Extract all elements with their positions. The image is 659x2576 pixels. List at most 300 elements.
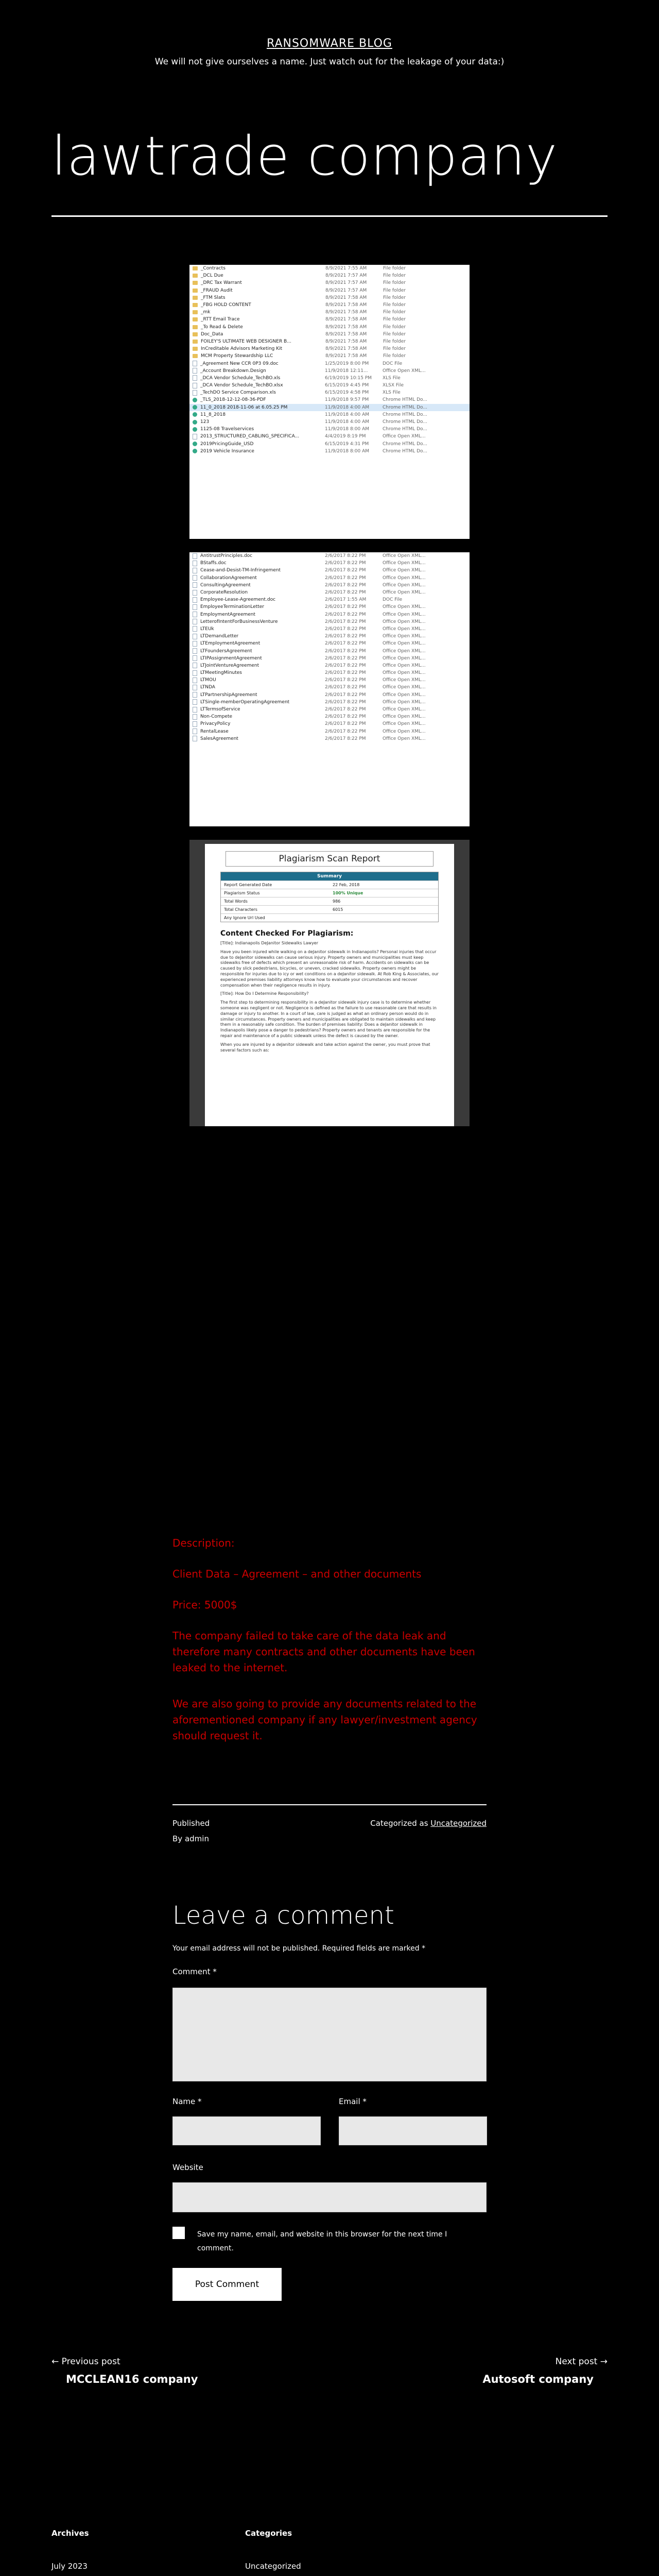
file-date: 8/9/2021 7:58 AM <box>325 353 367 359</box>
chrome-file-icon <box>193 420 197 425</box>
file-name: _TechDO Service Comparison.xls <box>200 390 276 396</box>
file-row <box>189 633 470 640</box>
file-date: 2/6/2017 8:22 PM <box>325 612 366 617</box>
author-link[interactable]: admin <box>184 1834 209 1843</box>
file-name: LTMeetingMinutes <box>200 670 242 676</box>
file-name: 2019 Vehicle Insurance <box>200 448 254 454</box>
file-row <box>189 706 470 713</box>
archives-heading: Archives <box>51 2529 89 2538</box>
file-row <box>189 375 470 382</box>
file-type: Office Open XML... <box>383 619 426 624</box>
summary-value: 22 Feb, 2018 <box>333 883 360 887</box>
file-date: 8/9/2021 7:58 AM <box>325 310 367 315</box>
file-name: LetterofIntentForBusinessVenture <box>200 619 278 624</box>
summary-label: Total Characters <box>224 907 257 912</box>
file-name: CorporateResolution <box>200 590 248 596</box>
file-date: 2/6/2017 8:22 PM <box>325 670 366 676</box>
document-icon <box>193 553 197 559</box>
folder-icon <box>193 354 198 358</box>
summary-row <box>221 913 438 922</box>
file-row <box>189 691 470 699</box>
summary-value: 6015 <box>333 907 343 912</box>
folder-icon <box>193 347 198 351</box>
file-date: 2/6/2017 8:22 PM <box>325 634 366 639</box>
report-paragraph: [Title]: How Do I Determine Responsibility? <box>220 991 309 996</box>
post-title: lawtrade company <box>51 125 558 188</box>
file-date: 2/6/2017 8:22 PM <box>325 721 366 727</box>
leak-screenshot-plagiarism-report <box>189 840 470 1126</box>
categorized-line <box>309 1819 487 1828</box>
file-row <box>189 389 470 396</box>
document-icon <box>193 677 197 683</box>
summary-row <box>221 905 438 913</box>
file-date: 2/6/2017 8:22 PM <box>325 677 366 683</box>
file-type: Office Open XML... <box>383 699 426 705</box>
file-type: File folder <box>383 338 406 344</box>
file-row <box>189 552 470 560</box>
archives-list <box>51 2557 116 2576</box>
name-input[interactable] <box>172 2116 321 2145</box>
file-list <box>189 265 470 539</box>
file-row <box>189 596 470 603</box>
report-paragraph: The first step to determining responsibility in a deJanitor sidewalk injury case is to determine whether someone was negligent or not. Negligence is defined as the failure to use reasonable care that results in damage or injury to another. In a court of law, care is judged as what an ordinary person would do in similar circumstances. Property owners and municipalities are obligated to maintain sidewalks and keep them in a reasonably safe condition. The burden of premises liability: Does a deJanitor sidewalk in Indianapolis likely pose a danger to pedestrians? Property owners and tenants are responsible for the repair and maintenance of a public sidewalk unless the defect is caused by the owner. <box>220 1000 437 1038</box>
file-row <box>189 448 470 455</box>
email-label: Email * <box>339 2097 367 2106</box>
chrome-file-icon <box>193 449 197 453</box>
name-label: Name * <box>172 2097 202 2106</box>
comment-notes: Your email address will not be published. Required fields are marked * <box>172 1944 426 1953</box>
file-type: File folder <box>383 353 406 359</box>
file-date: 11/9/2018 4:00 AM <box>325 412 370 417</box>
file-name: LTMOU <box>200 677 216 683</box>
file-name: 2013_STRUCTURED_CABLING_SPECIFICA... <box>200 434 300 439</box>
document-icon <box>193 634 197 639</box>
archive-link[interactable]: July 2023 <box>51 2562 88 2571</box>
document-icon <box>193 626 197 632</box>
file-type: Office Open XML... <box>383 736 426 741</box>
document-icon <box>193 390 197 396</box>
document-icon <box>193 641 197 647</box>
file-date: 11/9/2018 9:57 PM <box>325 397 369 403</box>
file-row <box>189 560 470 567</box>
file-date: 2/6/2017 8:22 PM <box>325 663 366 668</box>
file-name: LTNDA <box>200 685 215 690</box>
file-row <box>189 720 470 727</box>
client-data-text: Client Data – Agreement – and other documents <box>172 1568 422 1580</box>
file-date: 2/6/2017 8:22 PM <box>325 575 366 581</box>
file-type: Office Open XML... <box>383 575 426 581</box>
file-row <box>189 684 470 691</box>
file-type: File folder <box>383 280 406 286</box>
file-name: _mk <box>201 310 211 315</box>
category-link[interactable]: Uncategorized <box>430 1819 487 1828</box>
file-type: DOC File <box>383 597 403 603</box>
file-row <box>189 382 470 389</box>
file-type: File folder <box>383 302 406 308</box>
file-type: Office Open XML... <box>383 677 426 683</box>
leave-comment-heading: Leave a comment <box>172 1901 394 1930</box>
file-date: 2/6/2017 8:22 PM <box>325 604 366 610</box>
file-name: InCreditable Advisors Marketing Kit <box>201 346 283 352</box>
file-type: Chrome HTML Do... <box>383 419 427 425</box>
report-paragraph: [Title]: Indianapolis DeJanitor Sidewalks Lawyer <box>220 941 319 945</box>
summary-value: 986 <box>333 899 341 904</box>
file-date: 11/9/2018 4:00 AM <box>325 404 370 410</box>
file-row <box>189 272 470 279</box>
file-row <box>189 367 470 375</box>
folder-icon <box>193 303 198 307</box>
summary-label: Report Generated Date <box>224 883 272 887</box>
file-row <box>189 603 470 611</box>
file-date: 4/4/2019 8:19 PM <box>325 434 366 439</box>
summary-row <box>221 897 438 905</box>
file-type: Office Open XML... <box>383 553 426 559</box>
file-name: Doc_Data <box>201 331 223 337</box>
file-row <box>189 611 470 618</box>
file-row <box>189 433 470 440</box>
file-date: 8/9/2021 7:58 AM <box>325 302 367 308</box>
file-row <box>189 360 470 367</box>
folder-icon <box>193 310 198 314</box>
file-name: LTJointVentureAgreement <box>200 663 259 668</box>
document-icon <box>193 375 197 381</box>
chrome-file-icon <box>193 412 197 417</box>
file-row <box>189 404 470 411</box>
file-date: 2/6/2017 8:22 PM <box>325 736 366 741</box>
report-title: Plagiarism Scan Report <box>226 851 433 867</box>
file-row <box>189 338 470 345</box>
file-name: _FBG HOLD CONTENT <box>201 302 251 308</box>
next-post-label[interactable]: Next post → <box>555 2357 608 2367</box>
file-row <box>189 396 470 403</box>
file-date: 8/9/2021 7:55 AM <box>325 266 367 272</box>
summary-table <box>220 872 439 922</box>
file-date: 8/9/2021 7:58 AM <box>325 346 367 352</box>
file-row <box>189 582 470 589</box>
save-info-label: Save my name, email, and website in this browser for the next time I comment. <box>197 2230 447 2252</box>
file-type: Office Open XML... <box>383 641 426 647</box>
leak-screenshot-file-explorer <box>189 265 470 539</box>
folder-icon <box>193 325 198 329</box>
folder-icon <box>193 317 198 321</box>
file-row <box>189 676 470 684</box>
file-row <box>189 331 470 338</box>
file-type: Chrome HTML Do... <box>383 441 427 447</box>
file-type: XLS File <box>383 390 401 396</box>
file-date: 11/9/2018 12:11... <box>325 368 368 374</box>
file-name: BStaffs.doc <box>200 561 227 566</box>
folder-icon <box>193 296 198 300</box>
file-type: Office Open XML... <box>383 568 426 573</box>
email-input[interactable] <box>339 2116 487 2145</box>
summary-row <box>221 880 438 889</box>
file-type: Chrome HTML Do... <box>383 397 427 403</box>
category-link[interactable]: Uncategorized <box>245 2562 301 2571</box>
file-name: LTSingle-memberOperatingAgreement <box>200 699 290 705</box>
file-name: Employee-Lease-Agreement.doc <box>200 597 276 603</box>
file-date: 8/9/2021 7:58 AM <box>325 331 367 337</box>
title-divider <box>51 215 608 217</box>
summary-header: Summary <box>221 872 438 880</box>
file-date: 2/6/2017 8:22 PM <box>325 568 366 573</box>
file-name: LTFoundersAgreement <box>200 648 252 654</box>
file-type: Office Open XML... <box>383 663 426 668</box>
post-comment-button[interactable]: Post Comment <box>172 2268 282 2301</box>
file-type: Office Open XML... <box>383 634 426 639</box>
file-name: _TLS_2018-12-12-08-36-PDF <box>200 397 266 403</box>
folder-icon <box>193 274 198 278</box>
site-title-link[interactable]: RANSOMWARE BLOG <box>267 37 392 50</box>
file-row <box>189 411 470 418</box>
file-name: Non-Compete <box>200 714 233 720</box>
file-row <box>189 316 470 323</box>
document-icon <box>193 663 197 668</box>
file-name: FOILEY'S ULTIMATE WEB DESIGNER B... <box>201 338 291 344</box>
file-row <box>189 301 470 309</box>
report-paragraph: When you are injured by a deJanitor sidewalk and take action against the owner, you must prove that several factors such as: <box>220 1042 430 1053</box>
file-type: File folder <box>383 287 406 293</box>
file-row <box>189 735 470 742</box>
document-icon <box>193 604 197 610</box>
document-icon <box>193 582 197 588</box>
file-type: Office Open XML... <box>383 368 426 374</box>
file-date: 2/6/2017 1:55 AM <box>325 597 367 603</box>
folder-icon <box>193 340 198 344</box>
file-type: Office Open XML... <box>383 626 426 632</box>
file-row <box>189 713 470 720</box>
previous-post-label[interactable]: ← Previous post <box>51 2357 120 2367</box>
file-name: _FRAUD Audit <box>201 287 233 293</box>
price-text: Price: 5000$ <box>172 1599 237 1611</box>
file-type: Chrome HTML Do... <box>383 448 427 454</box>
document-icon <box>193 561 197 566</box>
file-date: 8/9/2021 7:58 AM <box>325 324 367 330</box>
file-type: Office Open XML... <box>383 648 426 654</box>
document-list <box>189 552 470 826</box>
file-type: Office Open XML... <box>383 655 426 661</box>
categorized-label: Categorized as <box>370 1819 428 1828</box>
file-name: RentalLease <box>200 728 229 734</box>
file-date: 8/9/2021 7:58 AM <box>325 338 367 344</box>
file-name: _DCA Vendor Schedule_TechBO.xlsx <box>200 383 283 388</box>
file-row <box>189 287 470 294</box>
summary-label: Plagiarism Status <box>224 891 260 895</box>
file-date: 8/9/2021 7:57 AM <box>325 273 367 279</box>
file-row <box>189 669 470 676</box>
file-type: Office Open XML... <box>383 561 426 566</box>
file-row <box>189 567 470 574</box>
file-type: Office Open XML... <box>383 692 426 698</box>
document-icon <box>193 655 197 661</box>
summary-value: 100% Unique <box>333 891 363 895</box>
summary-row <box>221 889 438 897</box>
file-date: 2/6/2017 8:22 PM <box>325 707 366 713</box>
file-row <box>189 662 470 669</box>
website-input[interactable] <box>172 2182 487 2212</box>
file-type: File folder <box>383 346 406 352</box>
file-row <box>189 618 470 625</box>
file-type: Office Open XML... <box>383 434 426 439</box>
file-name: _Account Breakdown.Design <box>200 368 266 374</box>
document-icon <box>193 575 197 581</box>
file-type: Office Open XML... <box>383 721 426 727</box>
file-date: 1/25/2019 8:00 PM <box>325 361 369 366</box>
file-name: LTEUk <box>200 626 214 632</box>
file-date: 6/15/2019 4:58 PM <box>325 390 369 396</box>
file-name: EmploymentAgreement <box>200 612 256 617</box>
file-name: 123 <box>200 419 210 425</box>
document-icon <box>193 590 197 596</box>
file-type: DOC File <box>383 361 403 366</box>
description-paragraph: We are also going to provide any documents related to the aforementioned company if any lawyer/investment agency should request it. <box>172 1698 477 1742</box>
file-type: Office Open XML... <box>383 728 426 734</box>
summary-label: Total Words <box>224 899 248 904</box>
document-icon <box>193 619 197 624</box>
comment-textarea[interactable] <box>172 1988 487 2081</box>
categories-list <box>245 2557 301 2575</box>
file-date: 2/6/2017 8:22 PM <box>325 699 366 705</box>
folder-icon <box>193 332 198 336</box>
document-icon <box>193 383 197 388</box>
file-type: Office Open XML... <box>383 714 426 720</box>
document-icon <box>193 692 197 698</box>
file-date: 6/19/2019 10:15 PM <box>325 375 372 381</box>
folder-icon <box>193 266 198 270</box>
file-name: _Contracts <box>201 266 226 272</box>
file-type: Office Open XML... <box>383 707 426 713</box>
document-icon <box>193 597 197 603</box>
file-row <box>189 418 470 426</box>
document-icon <box>193 707 197 713</box>
file-type: File folder <box>383 331 406 337</box>
file-name: LTEmploymentAgreement <box>200 641 261 647</box>
file-date: 2/6/2017 8:22 PM <box>325 641 366 647</box>
file-date: 8/9/2021 7:58 AM <box>325 295 367 300</box>
file-name: 2019PricingGuide_USD <box>200 441 254 447</box>
previous-post-link[interactable]: MCCLEAN16 company <box>66 2373 198 2385</box>
file-name: 1125-08 Travelservices <box>200 427 254 432</box>
next-post-link[interactable]: Autosoft company <box>482 2373 594 2385</box>
file-name: MCM Property Stewardship LLC <box>201 353 273 359</box>
file-type: XLSX File <box>383 383 404 388</box>
file-row <box>189 440 470 448</box>
file-row <box>189 279 470 286</box>
file-date: 8/9/2021 7:57 AM <box>325 287 367 293</box>
file-row <box>189 574 470 582</box>
description-paragraph: The company failed to take care of the data leak and therefore many contracts and other documents have been leaked to the internet. <box>172 1630 475 1674</box>
file-date: 11/9/2018 8:00 AM <box>325 448 370 454</box>
file-row <box>189 309 470 316</box>
save-info-checkbox[interactable] <box>172 2227 185 2239</box>
file-name: _DRC Tax Warrant <box>201 280 242 286</box>
file-row <box>189 625 470 633</box>
file-row <box>189 352 470 360</box>
file-name: _DCL Due <box>201 273 223 279</box>
file-type: File folder <box>383 295 406 300</box>
file-row <box>189 265 470 272</box>
published-label: Published <box>172 1819 210 1828</box>
chrome-file-icon <box>193 442 197 446</box>
file-name: PrivacyPolicy <box>200 721 231 727</box>
site-description: We will not give ourselves a name. Just watch out for the leakage of your data:) <box>154 57 505 67</box>
file-row <box>189 589 470 596</box>
file-row <box>189 426 470 433</box>
file-type: Office Open XML... <box>383 604 426 610</box>
file-date: 8/9/2021 7:57 AM <box>325 280 367 286</box>
file-row <box>189 640 470 647</box>
file-name: LTDemandLetter <box>200 634 239 639</box>
file-type: Office Open XML... <box>383 590 426 596</box>
file-date: 2/6/2017 8:22 PM <box>325 714 366 720</box>
document-icon <box>193 714 197 720</box>
document-icon <box>193 361 197 366</box>
document-icon <box>193 368 197 374</box>
document-icon <box>193 648 197 654</box>
file-date: 2/6/2017 8:22 PM <box>325 619 366 624</box>
file-type: Office Open XML... <box>383 582 426 588</box>
file-type: File folder <box>383 273 406 279</box>
file-date: 2/6/2017 8:22 PM <box>325 655 366 661</box>
file-name: SalesAgreement <box>200 736 238 741</box>
file-date: 6/15/2019 4:31 PM <box>325 441 369 447</box>
file-name: Cease-and-Desist-TM-Infringement <box>200 568 281 573</box>
file-row <box>189 345 470 352</box>
file-type: Office Open XML... <box>383 670 426 676</box>
chrome-file-icon <box>193 405 197 410</box>
document-icon <box>193 736 197 741</box>
file-type: File folder <box>383 317 406 323</box>
chrome-file-icon <box>193 427 197 432</box>
document-icon <box>193 612 197 617</box>
document-icon <box>193 699 197 705</box>
document-icon <box>193 434 197 439</box>
summary-label: Any Ignore Url Used <box>224 916 265 920</box>
document-icon <box>193 685 197 690</box>
description-label: Description: <box>172 1537 235 1549</box>
file-date: 8/9/2021 7:58 AM <box>325 317 367 323</box>
file-type: File folder <box>383 324 406 330</box>
comment-label: Comment * <box>172 1967 217 1976</box>
content-heading: Content Checked For Plagiarism: <box>220 929 354 938</box>
file-name: LTTermsofService <box>200 707 240 713</box>
file-type: Office Open XML... <box>383 612 426 617</box>
file-name: 11_0_2018 2018-11-06 at 6.05.25 PM <box>200 404 288 410</box>
file-date: 2/6/2017 8:22 PM <box>325 648 366 654</box>
file-name: ConsultingAgreement <box>200 582 251 588</box>
chrome-file-icon <box>193 398 197 402</box>
report-paragraph: Have you been injured while walking on a deJanitor sidewalk in Indianapolis? Personal injuries that occur due to deJanitor sidewalks can cause serious injury. Property owners and municipalities must keep sidewalks free of defects which present an unreasonable risk of harm. Accidents on sidewalks can be caused by slick pedestrians, bicycles, or uneven, cracked sidewalks. Property owners might be responsible for injuries due to icy or wet conditions on a deJanitor sidewalk. At Rob King & Associates, our experienced premises liability attorneys know how to evaluate your circumstances and recover compensation when their negligence results in injury. <box>220 949 439 988</box>
file-row <box>189 699 470 706</box>
file-type: Chrome HTML Do... <box>383 427 427 432</box>
file-date: 2/6/2017 8:22 PM <box>325 685 366 690</box>
file-name: _To Read & Delete <box>201 324 243 330</box>
file-name: 11_8_2018 <box>200 412 226 417</box>
file-name: _Agreement New CCR 0P3 09.doc <box>200 361 279 366</box>
file-name: EmployeeTerminationLetter <box>200 604 265 610</box>
file-date: 11/9/2018 4:00 AM <box>325 419 370 425</box>
file-name: _RTT Email Trace <box>201 317 240 323</box>
file-date: 6/15/2019 4:45 PM <box>325 383 369 388</box>
meta-divider <box>172 1804 487 1805</box>
file-date: 11/9/2018 8:00 AM <box>325 427 370 432</box>
file-date: 2/6/2017 8:22 PM <box>325 561 366 566</box>
file-type: File folder <box>383 266 406 272</box>
website-label: Website <box>172 2163 203 2172</box>
folder-icon <box>193 289 198 293</box>
file-date: 2/6/2017 8:22 PM <box>325 626 366 632</box>
document-icon <box>193 728 197 734</box>
folder-icon <box>193 281 198 285</box>
